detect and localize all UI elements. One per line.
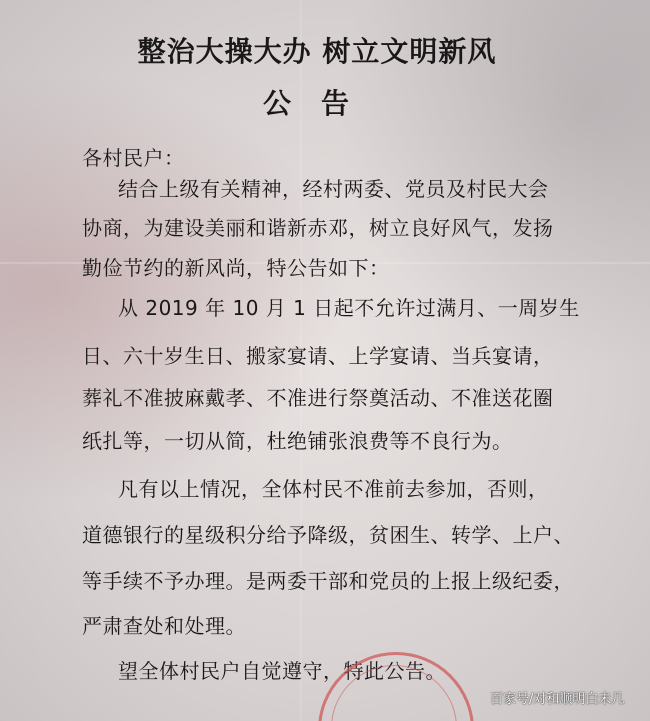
salutation: 各村民户：: [82, 146, 185, 170]
body-line-8: 凡有以上情况，全体村民不准前去参加，否则，: [118, 477, 549, 501]
body-line-3: 勤俭节约的新风尚，特公告如下：: [82, 256, 390, 280]
notice-title: 整治大操大办 树立文明新风: [137, 35, 497, 68]
closing-line: 望全体村民户自觉遵守，特此公告。: [118, 659, 446, 683]
body-line-6: 葬礼不准披麻戴孝、不准进行祭奠活动、不准送花圈: [82, 386, 554, 410]
body-line-11: 严肃查处和处理。: [82, 614, 246, 638]
notice-heading: 公告: [262, 87, 379, 120]
body-line-9: 道德银行的星级积分给予降级，贫困生、转学、上户、: [82, 523, 574, 547]
body-line-4: 从 2019 年 10 月 1 日起不允许过满月、一周岁生: [118, 296, 580, 320]
body-line-1: 结合上级有关精神，经村两委、党员及村民大会: [118, 177, 549, 201]
body-line-2: 协商，为建设美丽和谐新赤邓，树立良好风气，发扬: [82, 216, 554, 240]
official-seal-inner-ring: [331, 665, 457, 721]
body-line-5: 日、六十岁生日、搬家宴请、上学宴请、当兵宴请，: [82, 344, 554, 368]
body-line-10: 等手续不予办理。是两委干部和党员的上报上级纪委，: [82, 569, 574, 593]
source-watermark: 百家号/对和顺明白未几: [490, 692, 625, 707]
body-line-7: 纸扎等，一切从简，杜绝铺张浪费等不良行为。: [82, 429, 513, 453]
